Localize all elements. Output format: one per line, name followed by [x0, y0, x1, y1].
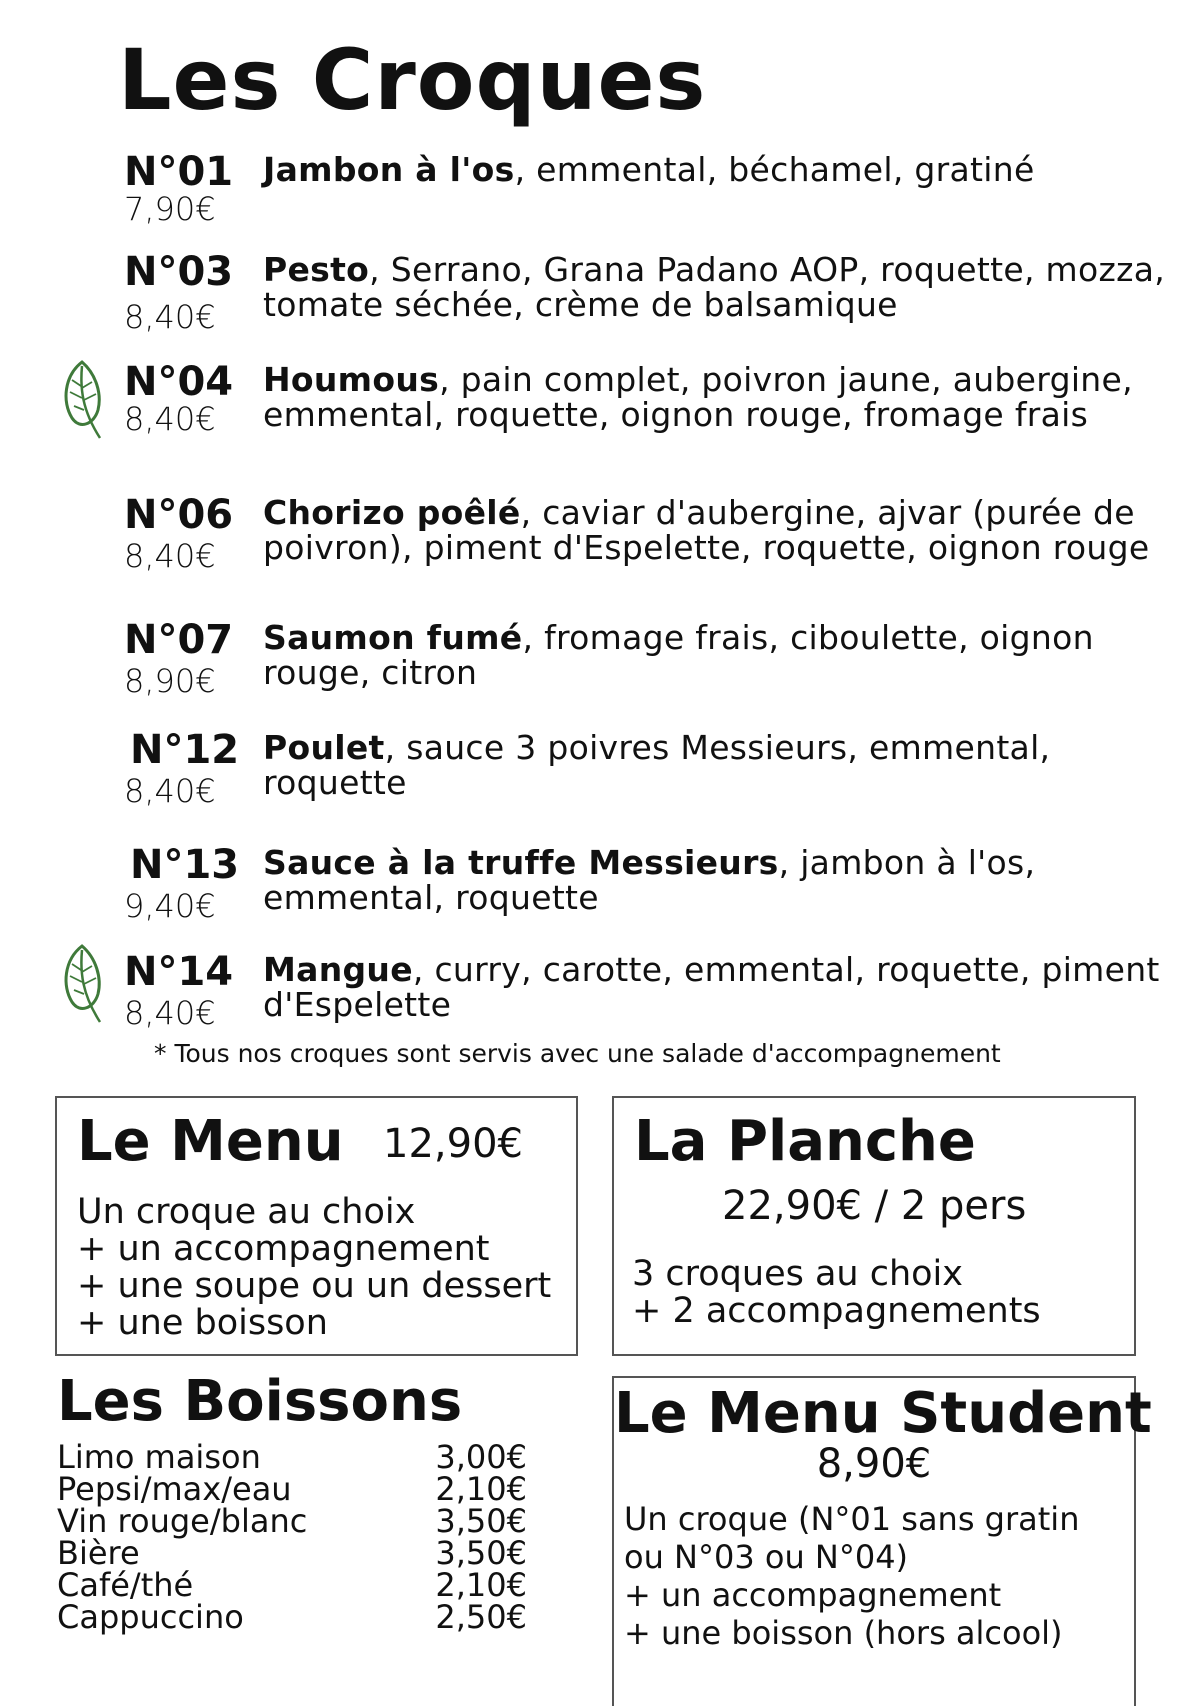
item-ingredients: , pain complet, poivron jaune, aubergine, emmental, roquette, oignon rouge, fromage frais	[263, 360, 1133, 434]
menu-line: + un accompagnement	[77, 1229, 490, 1269]
item-number: N°14	[124, 949, 234, 995]
planche-title: La Planche	[634, 1109, 976, 1174]
leaf-icon	[60, 358, 106, 442]
footnote: * Tous nos croques sont servis avec une salade d'accompagnement	[154, 1039, 1001, 1068]
planche-line: + 2 accompagnements	[632, 1291, 1041, 1331]
item-ingredients: , sauce 3 poivres Messieurs, emmental, roquette	[263, 728, 1051, 802]
item-price: 7,90€	[124, 190, 216, 228]
drink-row	[57, 1534, 527, 1572]
menu-title: Le Menu	[77, 1109, 344, 1174]
drink-price: 3,50€	[435, 1534, 527, 1572]
student-price: 8,90€	[816, 1441, 932, 1487]
item-ingredients: , fromage frais, ciboulette, oignon rouge, citron	[263, 618, 1094, 692]
item-price: 8,40€	[124, 537, 216, 575]
item-name: Sauce à la truffe Messieurs	[263, 843, 779, 882]
drink-price: 2,10€	[435, 1566, 527, 1604]
item-description	[263, 152, 1173, 187]
item-description	[263, 952, 1173, 1022]
item-ingredients: , jambon à l'os, emmental, roquette	[263, 843, 1036, 917]
drink-row	[57, 1566, 527, 1604]
menu-line: + une soupe ou un dessert	[77, 1266, 552, 1306]
planche-line: 3 croques au choix	[632, 1254, 963, 1294]
drink-price: 3,00€	[435, 1438, 527, 1476]
menu-price: 12,90€	[383, 1121, 523, 1167]
item-number: N°13	[130, 842, 240, 888]
drink-price: 3,50€	[435, 1502, 527, 1540]
drink-name: Limo maison	[57, 1438, 261, 1476]
drink-price: 2,10€	[435, 1470, 527, 1508]
item-price: 9,40€	[124, 887, 216, 925]
menu-line: + une boisson	[77, 1303, 328, 1343]
item-number: N°07	[124, 617, 234, 663]
item-price: 8,40€	[124, 400, 216, 438]
item-price: 8,40€	[124, 298, 216, 336]
planche-price: 22,90€ / 2 pers	[722, 1183, 1027, 1229]
item-number: N°12	[130, 727, 240, 773]
student-box	[612, 1376, 1152, 1706]
item-name: Pesto	[263, 250, 370, 289]
page-title: Les Croques	[118, 31, 707, 129]
item-description	[263, 362, 1173, 432]
item-name: Mangue	[263, 950, 413, 989]
drink-name: Vin rouge/blanc	[57, 1502, 308, 1540]
item-description	[263, 495, 1173, 565]
menu-box	[55, 1096, 578, 1356]
student-title: Le Menu Student	[614, 1381, 1152, 1446]
item-number: N°01	[124, 149, 234, 195]
item-name: Poulet	[263, 728, 385, 767]
student-line: + une boisson (hors alcool)	[624, 1614, 1063, 1652]
drink-name: Café/thé	[57, 1566, 194, 1604]
menu-line: Un croque au choix	[77, 1192, 416, 1232]
student-line: Un croque (N°01 sans gratin	[624, 1500, 1080, 1538]
item-ingredients: , caviar d'aubergine, ajvar (purée de poivron), piment d'Espelette, roquette, oignon rouge	[263, 493, 1150, 567]
item-number: N°06	[124, 492, 234, 538]
item-price: 8,40€	[124, 772, 216, 810]
item-description	[263, 730, 1173, 800]
item-name: Chorizo poêlé	[263, 493, 521, 532]
item-price: 8,40€	[124, 994, 216, 1032]
item-name: Jambon à l'os	[263, 150, 515, 189]
drink-price: 2,50€	[435, 1598, 527, 1636]
planche-box	[612, 1096, 1136, 1356]
item-price: 8,90€	[124, 662, 216, 700]
drink-row	[57, 1438, 527, 1476]
item-number: N°04	[124, 359, 234, 405]
item-description	[263, 845, 1173, 915]
drink-name: Bière	[57, 1534, 140, 1572]
menu-details	[77, 1194, 551, 1342]
planche-details	[632, 1256, 1041, 1330]
drink-row	[57, 1470, 527, 1508]
drink-row	[57, 1502, 527, 1540]
item-name: Houmous	[263, 360, 440, 399]
student-line: + un accompagnement	[624, 1576, 1002, 1614]
item-ingredients: , emmental, béchamel, gratiné	[514, 150, 1035, 189]
drink-name: Cappuccino	[57, 1598, 244, 1636]
leaf-icon	[60, 942, 106, 1026]
item-number: N°03	[124, 249, 234, 295]
item-name: Saumon fumé	[263, 618, 523, 657]
drink-name: Pepsi/max/eau	[57, 1470, 292, 1508]
drinks-title: Les Boissons	[57, 1369, 463, 1434]
drink-row	[57, 1598, 527, 1636]
student-details	[624, 1500, 1079, 1652]
item-ingredients: , curry, carotte, emmental, roquette, piment d'Espelette	[263, 950, 1160, 1024]
item-description	[263, 620, 1173, 690]
item-ingredients: , Serrano, Grana Padano AOP, roquette, mozza, tomate séchée, crème de balsamique	[263, 250, 1166, 324]
student-line: ou N°03 ou N°04)	[624, 1538, 909, 1576]
item-description	[263, 252, 1173, 322]
